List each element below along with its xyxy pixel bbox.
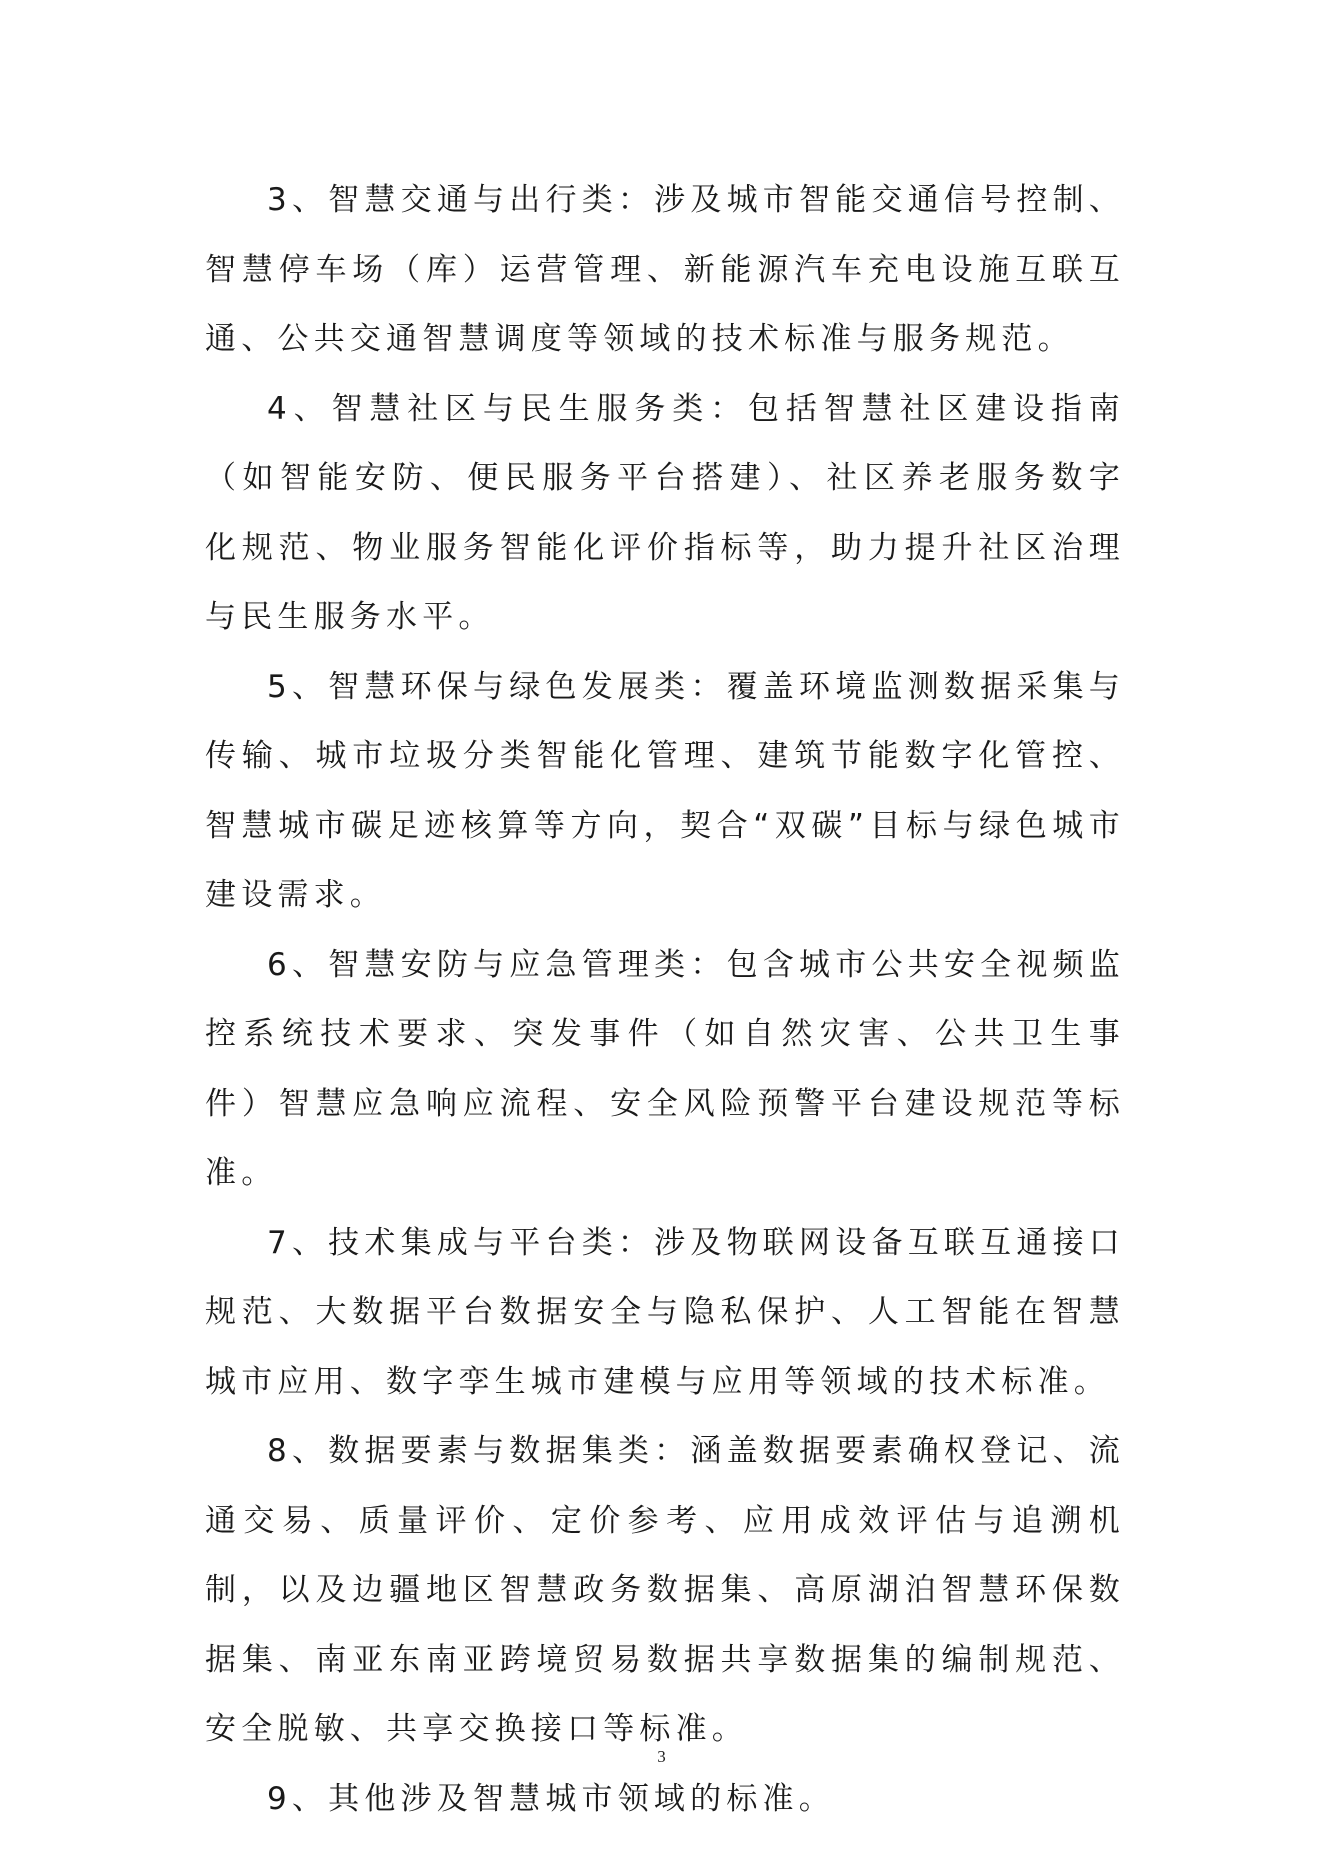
paragraph-item-6: 6、智慧安防与应急管理类：包含城市公共安全视频监控系统技术要求、突发事件（如自然灾害、公共卫生事件）智慧应急响应流程、安全风险预警平台建设规范等标准。 (205, 946, 1125, 1191)
paragraph-item-9: 9、其他涉及智慧城市领域的标准。 (267, 1780, 835, 1817)
paragraph-item-5: 5、智慧环保与绿色发展类：覆盖环境监测数据采集与传输、城市垃圾分类智能化管理、建筑节能数字化管控、智慧城市碳足迹核算等方向，契合“双碳”目标与绿色城市建设需求。 (205, 668, 1125, 913)
page-number: 3 (657, 1747, 666, 1766)
paragraph-item-8: 8、数据要素与数据集类：涵盖数据要素确权登记、流通交易、质量评价、定价参考、应用成效评估与追溯机制，以及边疆地区智慧政务数据集、高原湖泊智慧环保数据集、南亚东南亚跨境贸易数据共享数据集的编制规范、安全脱敏、共享交换接口等标准。 (205, 1433, 1125, 1747)
paragraph-item-4: 4、智慧社区与民生服务类：包括智慧社区建设指南（如智能安防、便民服务平台搭建）、社区养老服务数字化规范、物业服务智能化评价指标等，助力提升社区治理与民生服务水平。 (205, 390, 1125, 635)
paragraph-item-3: 3、智慧交通与出行类：涉及城市智能交通信号控制、智慧停车场（库）运营管理、新能源汽车充电设施互联互通、公共交通智慧调度等领域的技术标准与服务规范。 (205, 182, 1125, 357)
paragraph-item-7: 7、技术集成与平台类：涉及物联网设备互联互通接口规范、大数据平台数据安全与隐私保护、人工智能在智慧城市应用、数字孪生城市建模与应用等领域的技术标准。 (205, 1224, 1125, 1400)
body-text (205, 166, 1125, 1834)
